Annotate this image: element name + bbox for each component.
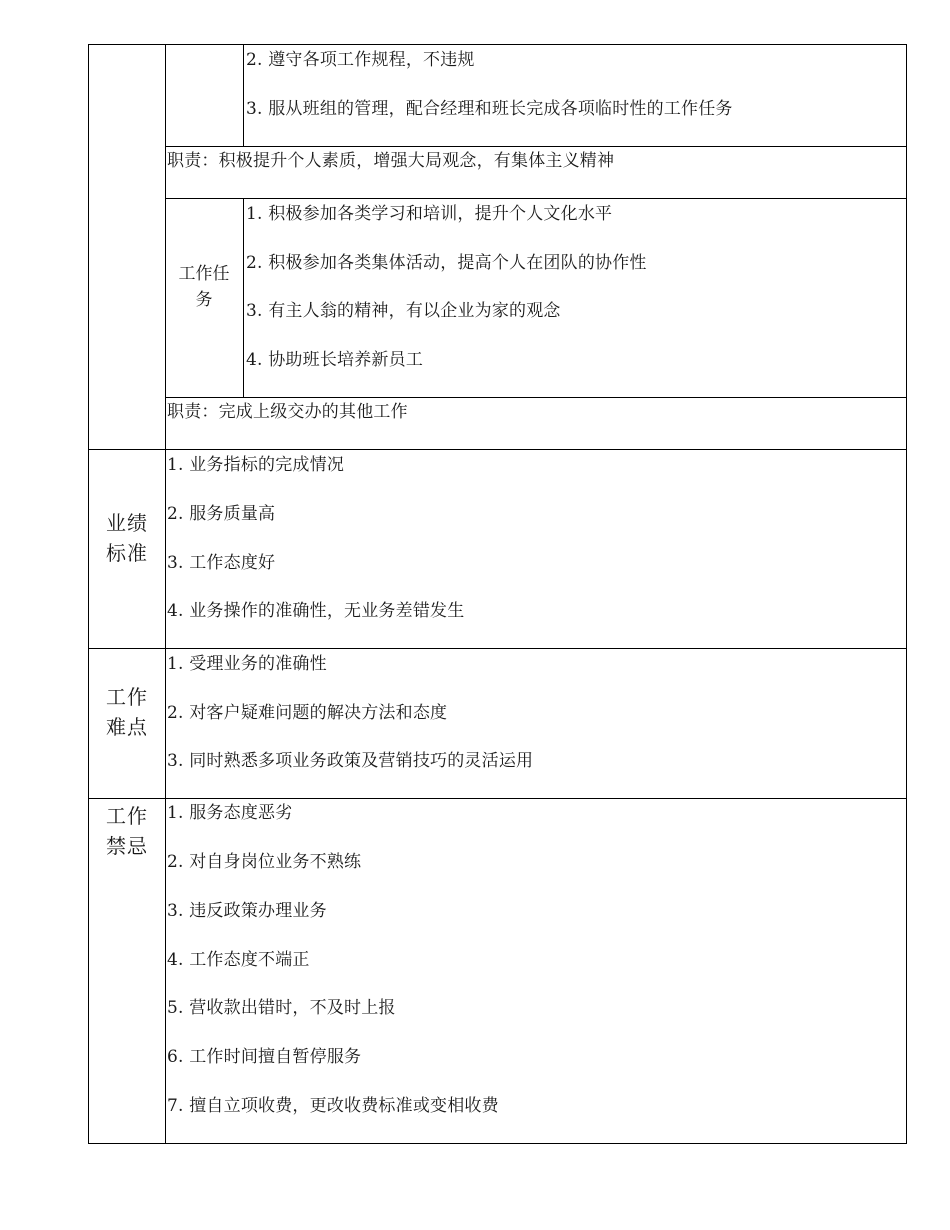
duty-text: 职责：完成上级交办的其他工作 (167, 402, 408, 422)
task-item: 1. 积极参加各类学习和培训，提升个人文化水平 (246, 204, 613, 224)
taboo-item: 3. 违反政策办理业务 (167, 901, 327, 921)
row-divider (165, 198, 907, 199)
difficulty-item: 3. 同时熟悉多项业务政策及营销技巧的灵活运用 (167, 751, 534, 771)
section-divider (88, 648, 907, 649)
row-divider (165, 146, 907, 147)
performance-item: 4. 业务操作的准确性，无业务差错发生 (167, 601, 465, 621)
section-divider (88, 798, 907, 799)
task-item: 4. 协助班长培养新员工 (246, 350, 424, 370)
difficulty-item: 1. 受理业务的准确性 (167, 654, 327, 674)
task-item: 3. 有主人翁的精神，有以企业为家的观念 (246, 301, 561, 321)
performance-item: 2. 服务质量高 (167, 504, 276, 524)
col-divider-task-b (243, 198, 244, 398)
difficulty-item: 2. 对客户疑难问题的解决方法和态度 (167, 703, 448, 723)
col-divider-main (165, 44, 166, 1144)
difficulties-label (90, 682, 164, 742)
task-label (167, 261, 241, 313)
taboo-item: 2. 对自身岗位业务不熟练 (167, 852, 362, 872)
section-divider (88, 449, 907, 450)
performance-item: 1. 业务指标的完成情况 (167, 455, 345, 475)
taboo-item: 7. 擅自立项收费，更改收费标准或变相收费 (167, 1096, 499, 1116)
col-divider-task-a (243, 44, 244, 147)
taboos-label (90, 801, 164, 861)
taboo-item: 1. 服务态度恶劣 (167, 803, 293, 823)
taboos-label-text: 工作禁忌 (106, 804, 148, 858)
performance-label-text: 业绩标准 (106, 511, 148, 565)
task-item: 2. 积极参加各类集体活动，提高个人在团队的协作性 (246, 253, 647, 273)
taboo-item: 6. 工作时间擅自暂停服务 (167, 1047, 362, 1067)
difficulties-label-text: 工作难点 (106, 685, 148, 739)
duty-text: 职责：积极提升个人素质，增强大局观念，有集体主义精神 (167, 151, 615, 171)
row-divider (165, 397, 907, 398)
taboo-item: 5. 营收款出错时，不及时上报 (167, 998, 396, 1018)
task-item: 3. 服从班组的管理，配合经理和班长完成各项临时性的工作任务 (246, 99, 733, 119)
task-label-text: 工作任务 (178, 264, 230, 310)
performance-label (90, 508, 164, 568)
task-item: 2. 遵守各项工作规程，不违规 (246, 50, 475, 70)
taboo-item: 4. 工作态度不端正 (167, 950, 310, 970)
performance-item: 3. 工作态度好 (167, 553, 276, 573)
